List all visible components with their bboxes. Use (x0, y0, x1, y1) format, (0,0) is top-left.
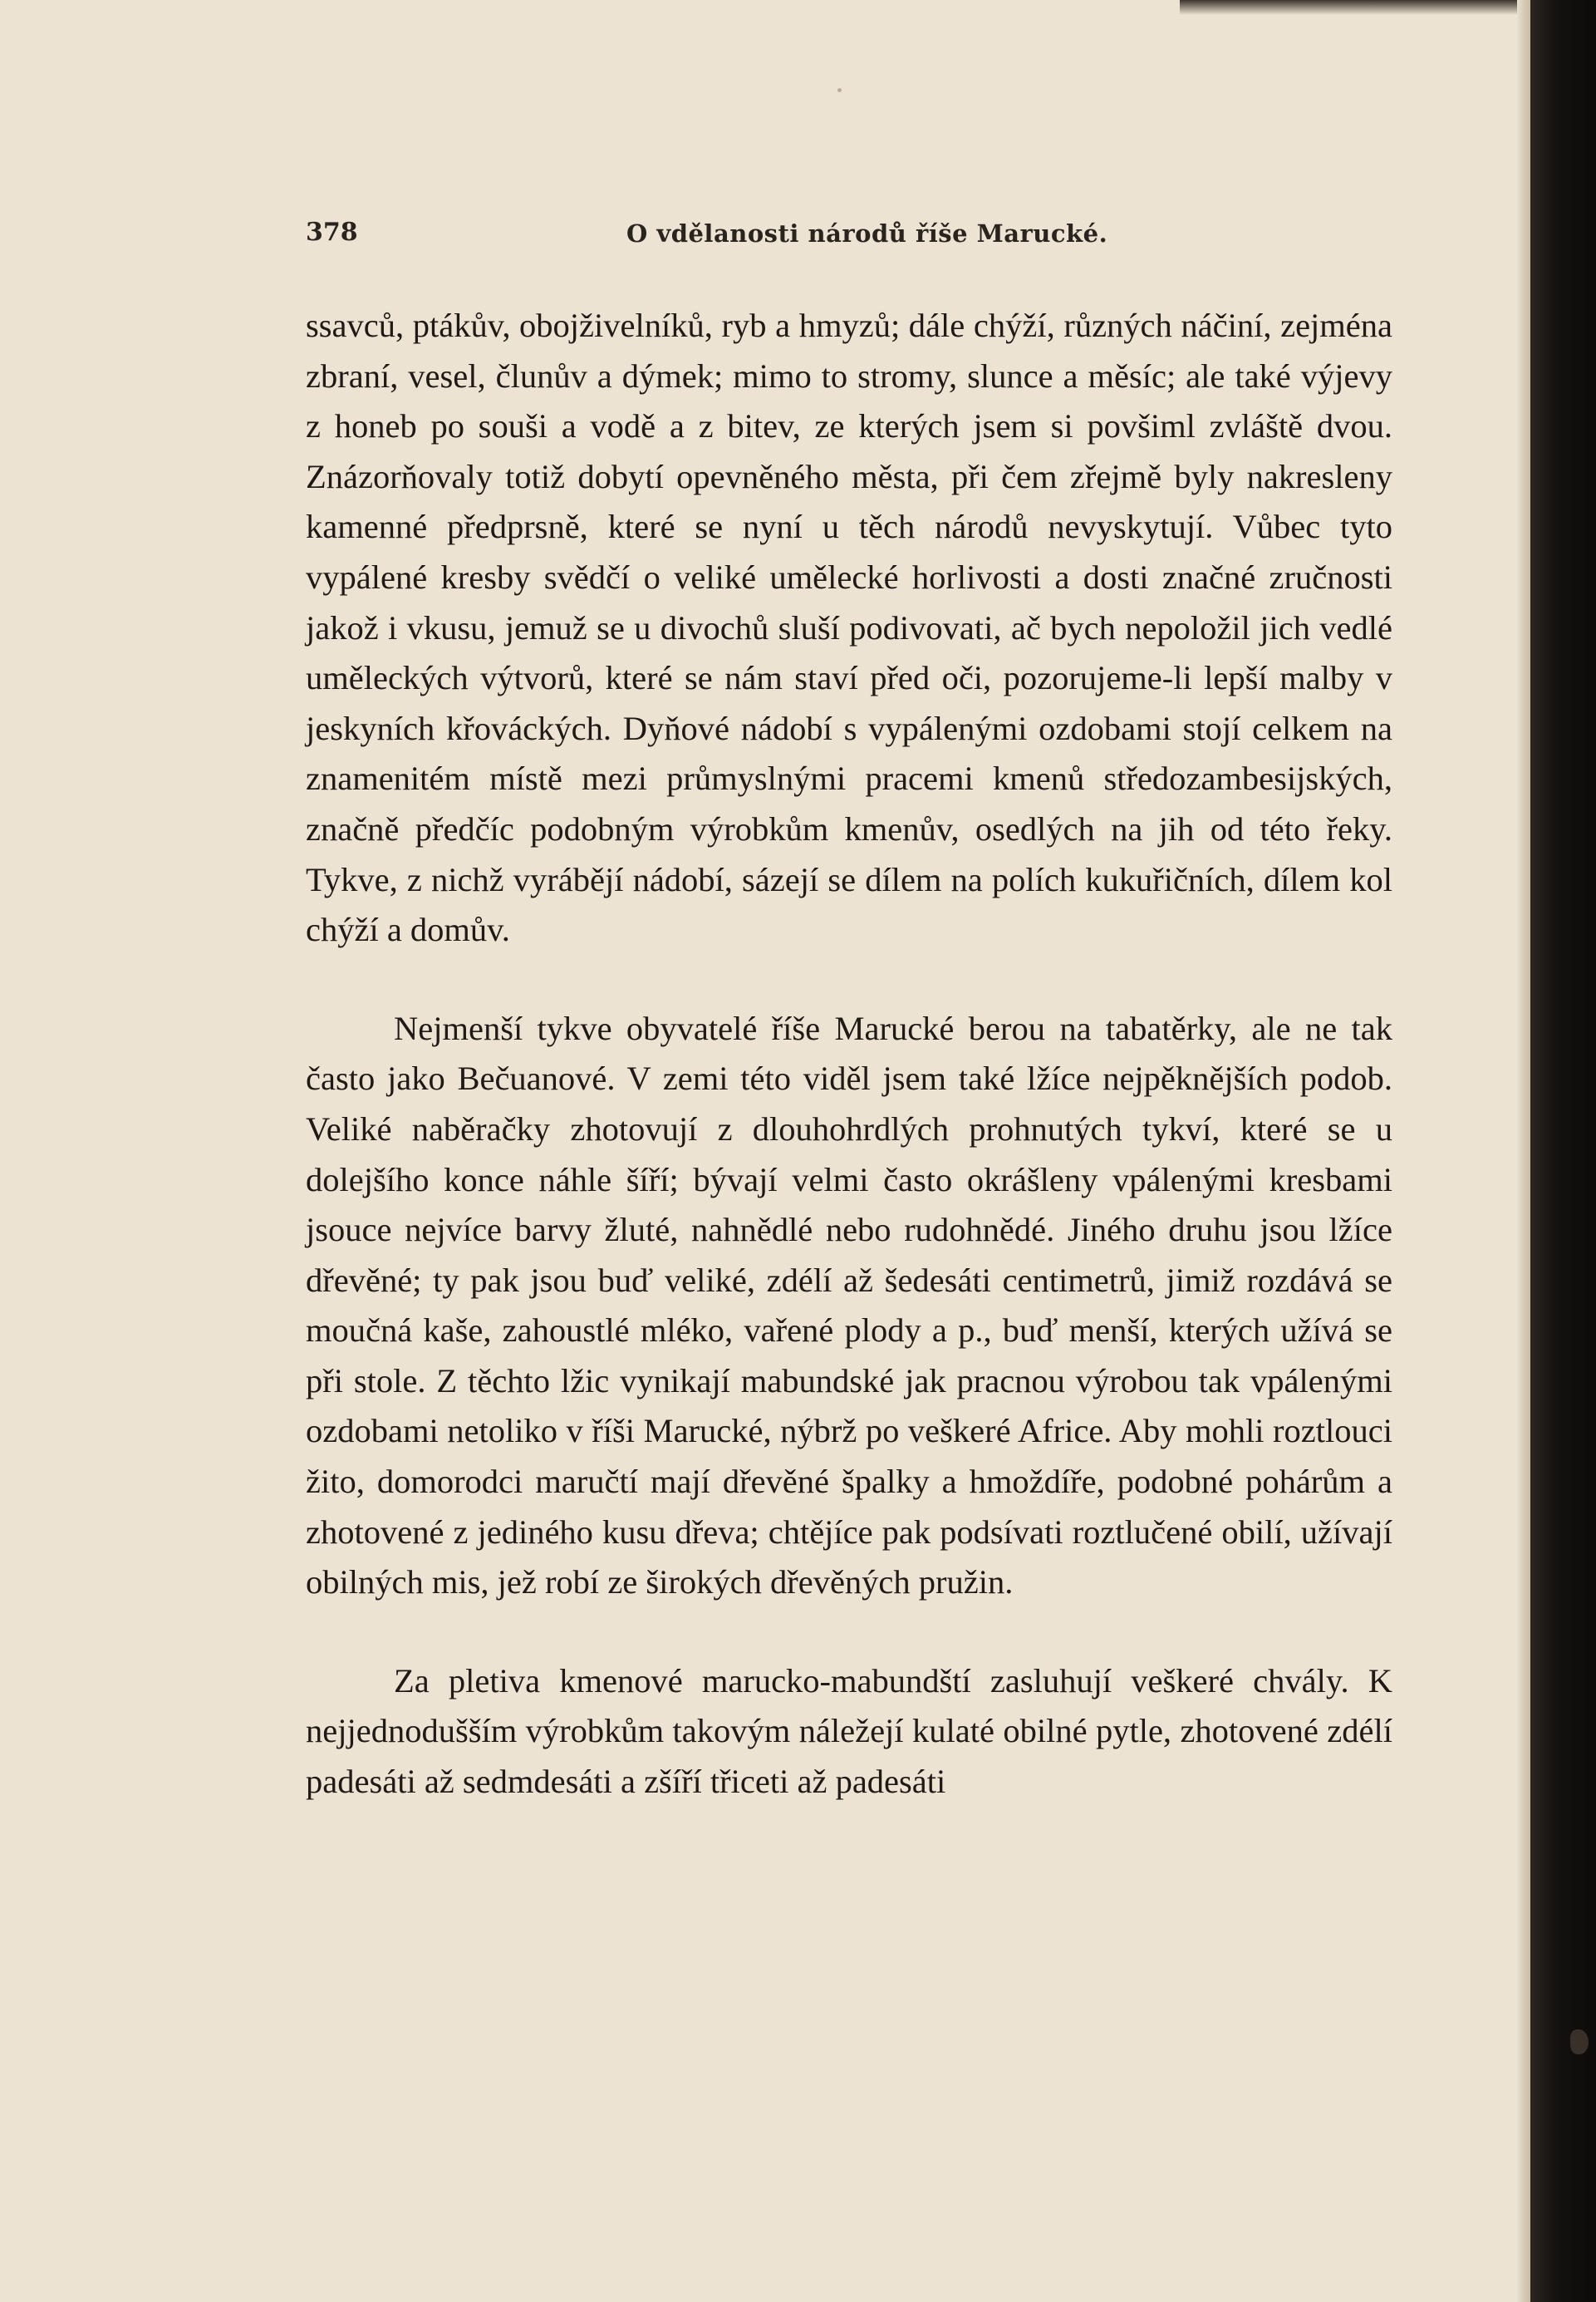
body-text (306, 301, 1392, 1808)
page-edge (1517, 0, 1530, 2302)
paragraph-1: ssavců, ptákův, obojživelníků, ryb a hmyzů; dále chýží, různých náčiní, zejména zbraní, vesel, člunův a dýmek; mimo to stromy, slunce a měsíc; ale také výjevy z honeb po souši a vodě a z bitev, ze kterých jsem si povšiml zvláště dvou. Znázorňovaly totiž dobytí opevněného města, při čem zřejmě byly nakresleny kamenné předprsně, které se nyní u těch národů nevyskytují. Vůbec tyto vypálené kresby svědčí o veliké umělecké horlivosti a dosti značné zručnosti jakož i vkusu, jemuž se u divochů sluší podivovati, ač bych nepoložil jich vedlé uměleckých výtvorů, které se nám staví před oči, pozorujeme-li lepší malby v jeskyních křováckých. Dyňové nádobí s vypálenými ozdobami stojí celkem na znamenitém místě mezi průmyslnými pracemi kmenů středozambesijských, značně předčíc podobným výrobkům kmenův, osedlých na jih od této řeky. Tykve, z nichž vyrábějí nádobí, sázejí se dílem na polích kukuřičních, dílem kol chýží a domův. (306, 307, 1392, 949)
book-spine (1530, 0, 1596, 2302)
running-title: O vdělanosti národů říše Marucké. (626, 219, 1108, 248)
page-number: 378 (306, 218, 358, 247)
paragraph-gap (306, 1608, 1392, 1656)
paper-speck (837, 88, 842, 92)
paragraph-2: Nejmenší tykve obyvatelé říše Marucké berou na tabatěrky, ale ne tak často jako Bečuanové. V zemi této viděl jsem také lžíce nejpěknějších podob. Veliké naběračky zhotovují z dlouhohrdlých prohnutých tykví, které se u dolejšího konce náhle šíří; bývají velmi často okrášleny vpálenými kresbami jsouce nejvíce barvy žluté, nahnědlé nebo rudohnědé. Jiného druhu jsou lžíce dřevěné; ty pak jsou buď veliké, zdélí až šedesáti centimetrů, jimiž rozdává se moučná kaše, zahoustlé mléko, vařené plody a p., buď menší, kterých užívá se při stole. Z těchto lžic vynikají mabundské jak pracnou výrobou tak vpálenými ozdobami netoliko v říši Marucké, nýbrž po veškeré Africe. Aby mohli roztlouci žito, domorodci maručtí mají dřevěné špalky a hmoždíře, podobné pohárům a zhotovené z jediného kusu dřeva; chtějíce pak podsívati roztlučené obilí, užívají obilných mis, jež robí ze širokých dřevěných pružin. (306, 1009, 1392, 1601)
top-shadow (1180, 0, 1530, 15)
paragraph-gap (306, 956, 1392, 1004)
paragraph-3: Za pletiva kmenové marucko-mabundští zasluhují veškeré chvály. K nejjednodušším výrobkům takovým náležejí kulaté obilné pytle, zhotovené zdélí padesáti až sedmdesáti a zšíří třiceti až padesáti (306, 1661, 1392, 1801)
running-header (306, 218, 1386, 251)
page-tab-mark (1570, 2029, 1589, 2054)
